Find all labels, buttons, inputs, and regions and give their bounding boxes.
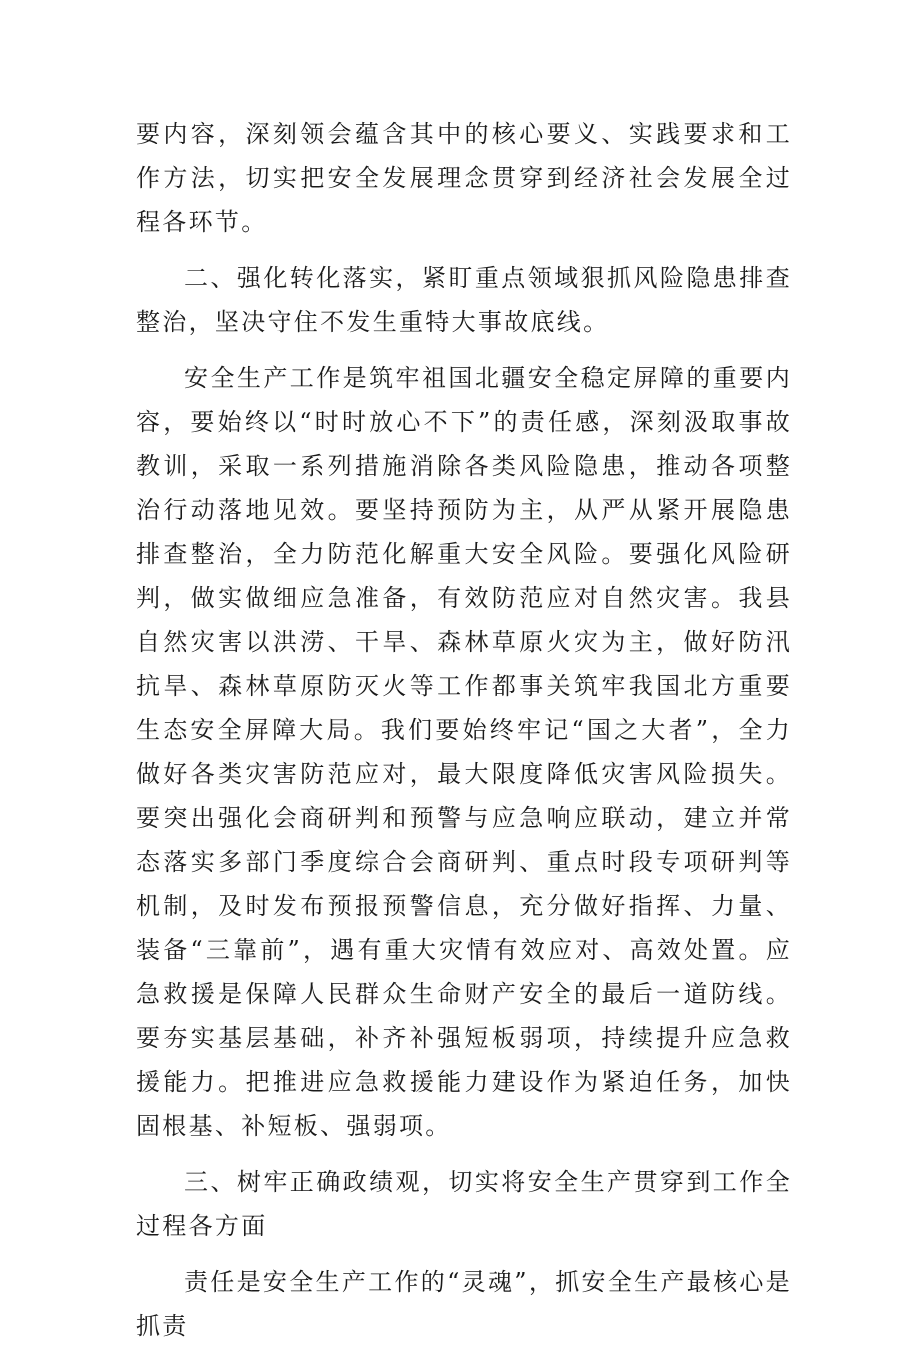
paragraph-continuation: 要内容，深刻领会蕴含其中的核心要义、实践要求和工作方法，切实把安全发展理念贯穿到经济社会发展全过程各环节。 [136, 120, 792, 236]
paragraph-body-start: 责任是安全生产工作的“灵魂”，抓安全生产最核心是抓责 [136, 1268, 792, 1340]
document-body [136, 112, 792, 1348]
section-heading-2: 二、强化转化落实，紧盯重点领域狠抓风险隐患排查整治，坚决守住不发生重特大事故底线。 [136, 264, 792, 336]
paragraph-body: 安全生产工作是筑牢祖国北疆安全稳定屏障的重要内容，要始终以“时时放心不下”的责任感，深刻汲取事故教训，采取一系列措施消除各类风险隐患，推动各项整治行动落地见效。要坚持预防为主，从严从紧开展隐患排查整治，全力防范化解重大安全风险。要强化风险研判，做实做细应急准备，有效防范应对自然灾害。我县自然灾害以洪涝、干旱、森林草原火灾为主，做好防汛抗旱、森林草原防灭火等工作都事关筑牢我国北方重要生态安全屏障大局。我们要始终牢记“国之大者”，全力做好各类灾害防范应对，最大限度降低灾害风险损失。要突出强化会商研判和预警与应急响应联动，建立并常态落实多部门季度综合会商研判、重点时段专项研判等机制，及时发布预报预警信息，充分做好指挥、力量、装备“三靠前”，遇有重大灾情有效应对、高效处置。应急救援是保障人民群众生命财产安全的最后一道防线。要夯实基层基础，补齐补强短板弱项，持续提升应急救援能力。把推进应急救援能力建设作为紧迫任务，加快固根基、补短板、强弱项。 [136, 364, 792, 1140]
section-heading-3: 三、树牢正确政绩观，切实将安全生产贯穿到工作全过程各方面 [136, 1168, 792, 1240]
